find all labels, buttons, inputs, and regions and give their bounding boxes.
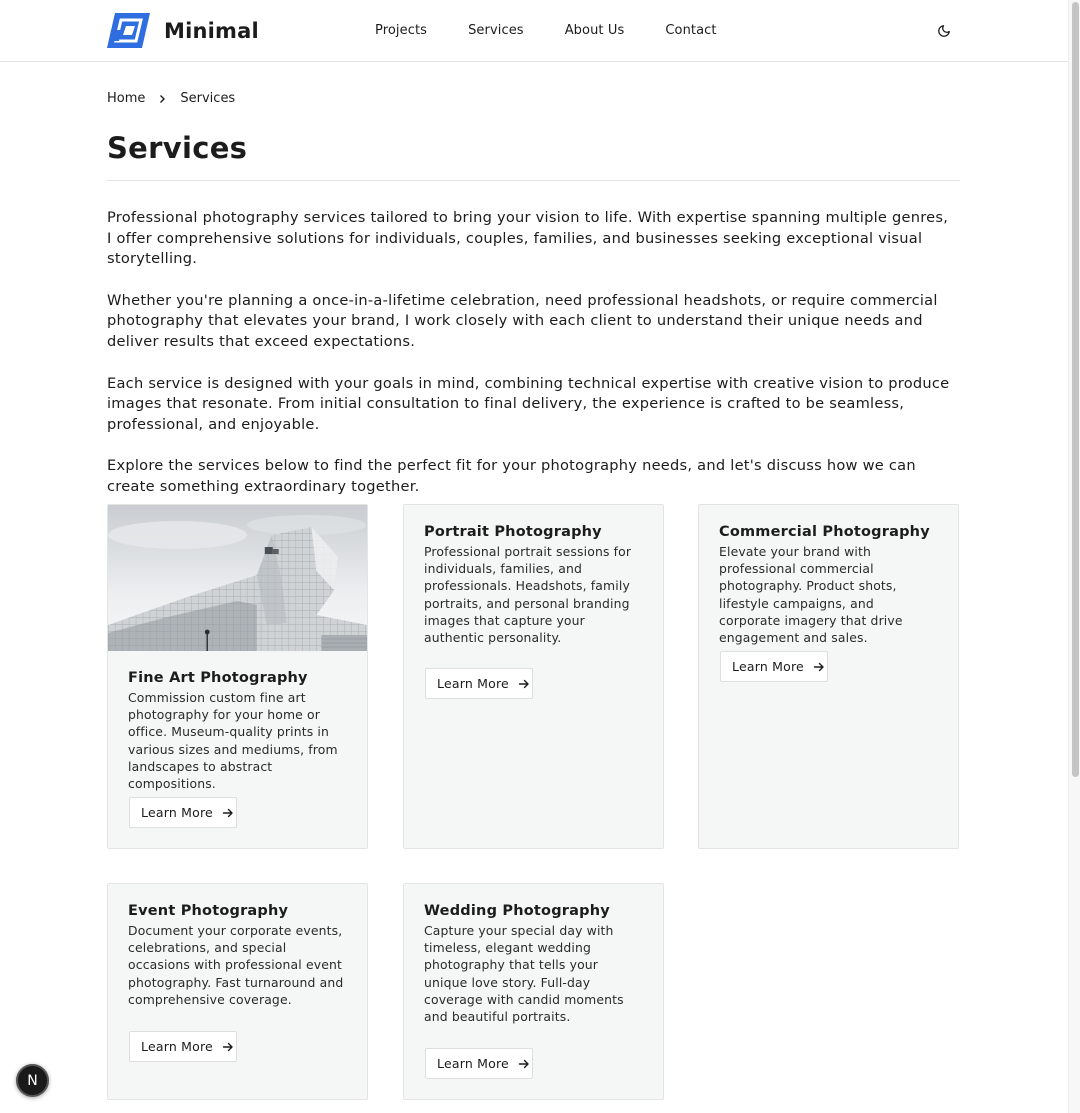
card-title: Portrait Photography xyxy=(424,524,602,540)
service-card-portrait xyxy=(403,504,664,849)
logo-icon xyxy=(107,13,150,48)
button-label: Learn More xyxy=(437,1056,509,1071)
arrow-right-icon xyxy=(222,807,234,819)
brand-name: Minimal xyxy=(164,18,259,43)
nav-link-services[interactable]: Services xyxy=(468,23,524,38)
breadcrumb-current: Services xyxy=(180,91,236,106)
button-label: Learn More xyxy=(437,676,509,691)
learn-more-button[interactable] xyxy=(129,1031,237,1062)
nav-link-contact[interactable]: Contact xyxy=(665,23,717,38)
card-description: Capture your special day with timeless, elegant wedding photography that tells your unique love story. Full-day coverage with candid moments and beautiful portraits. xyxy=(424,923,624,1025)
page-title: Services xyxy=(107,131,248,165)
intro-paragraph: Professional photography services tailored to bring your vision to life. With expertise spanning multiple genres, I offer comprehensive solutions for individuals, couples, families, and businesses seeking exceptional visual storytelling. xyxy=(107,209,949,268)
learn-more-button[interactable] xyxy=(129,797,237,828)
button-label: Learn More xyxy=(141,1039,213,1054)
learn-more-button[interactable] xyxy=(425,668,533,699)
breadcrumb xyxy=(107,91,235,106)
service-card-commercial xyxy=(698,504,959,849)
breadcrumb-home-link[interactable]: Home xyxy=(107,91,146,106)
arrow-right-icon xyxy=(518,678,530,690)
card-description: Document your corporate events, celebrations, and special occasions with professional event photography. Fast turnaround and comprehensive coverage. xyxy=(128,923,344,1007)
arrow-right-icon xyxy=(222,1041,234,1053)
card-title: Wedding Photography xyxy=(424,903,610,919)
card-title: Fine Art Photography xyxy=(128,670,308,686)
card-title: Event Photography xyxy=(128,903,289,919)
moon-icon xyxy=(937,24,951,38)
intro-paragraph: Each service is designed with your goals in mind, combining technical expertise with creative vision to produce images that resonate. From initial consultation to final delivery, the experience is crafted to be seamless, professional, and enjoyable. xyxy=(107,374,950,433)
intro-section xyxy=(107,208,952,519)
site-header xyxy=(0,0,1068,62)
floating-dev-badge[interactable] xyxy=(16,1064,49,1097)
intro-paragraph: Explore the services below to find the perfect fit for your photography needs, and let's discuss how we can create something extraordinary together. xyxy=(107,457,916,495)
service-card-wedding xyxy=(403,883,664,1100)
arrow-right-icon xyxy=(813,661,825,673)
intro-paragraph: Whether you're planning a once-in-a-lifetime celebration, need professional headshots, or require commercial photography that elevates your brand, I work closely with each client to understand their unique needs and deliver results that exceed expectations. xyxy=(107,291,938,350)
arrow-right-icon xyxy=(518,1058,530,1070)
title-divider xyxy=(107,180,960,181)
learn-more-button[interactable] xyxy=(425,1048,533,1079)
nav-link-about-us[interactable]: About Us xyxy=(564,23,625,38)
scrollbar-thumb[interactable] xyxy=(1072,2,1079,777)
service-card-event xyxy=(107,883,368,1100)
card-title: Commercial Photography xyxy=(719,524,930,540)
card-description: Commission custom fine art photography for your home or office. Museum-quality prints in various sizes and mediums, from landscapes to abstract compositions. xyxy=(128,690,338,792)
card-description: Professional portrait sessions for individuals, families, and professionals. Headshots, family portraits, and personal branding images that capture your authentic personality. xyxy=(424,544,632,646)
architecture-photo xyxy=(108,505,367,651)
theme-toggle-button[interactable] xyxy=(934,21,954,41)
button-label: Learn More xyxy=(732,659,804,674)
page-scrollbar[interactable] xyxy=(1068,0,1080,1113)
chevron-right-icon xyxy=(157,94,167,104)
main-nav xyxy=(375,23,717,38)
nav-link-projects[interactable]: Projects xyxy=(375,23,428,38)
service-card-fine-art xyxy=(107,504,368,849)
badge-letter: N xyxy=(27,1072,38,1089)
card-description: Elevate your brand with professional commercial photography. Product shots, lifestyle campaigns, and corporate imagery that drive engagement and sales. xyxy=(719,544,903,646)
learn-more-button[interactable] xyxy=(720,651,828,682)
brand-logo[interactable] xyxy=(107,13,259,48)
button-label: Learn More xyxy=(141,805,213,820)
